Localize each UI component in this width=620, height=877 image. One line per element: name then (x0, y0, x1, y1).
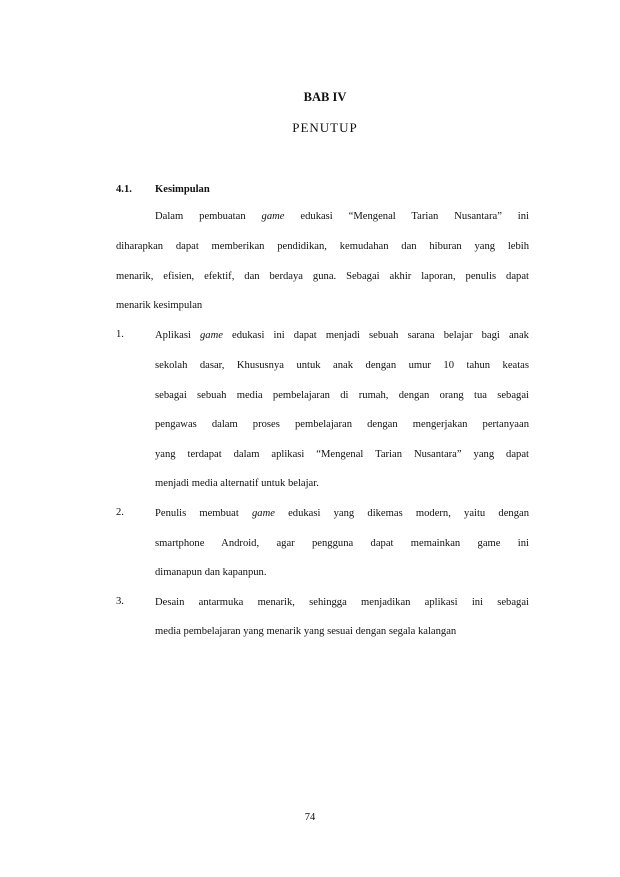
list-item-line: Aplikasi game edukasi ini dapat menjadi sebuah sarana belajar bagi anak (155, 330, 529, 341)
list-item-line: media pembelajaran yang menarik yang sesuai dengan segala kalangan (155, 626, 457, 637)
section-number: 4.1. (116, 184, 132, 195)
chapter-title: PENUTUP (292, 120, 358, 135)
page-number: 74 (304, 812, 316, 823)
section-title: Kesimpulan (155, 184, 210, 195)
emphasis-word: game (261, 211, 285, 222)
list-item-line: yang terdapat dalam aplikasi “Mengenal Tarian Nusantara” yang dapat (155, 449, 529, 460)
list-item-line: Desain antarmuka menarik, sehingga menjadikan aplikasi ini sebagai (155, 597, 529, 608)
intro-line: Dalam pembuatan game edukasi “Mengenal Tarian Nusantara” ini (155, 211, 529, 222)
emphasis-word: game (200, 330, 223, 341)
list-item-line: sebagai sebuah media pembelajaran di rumah, dengan orang tua sebagai (155, 390, 529, 401)
intro-line: menarik, efisien, efektif, dan berdaya guna. Sebagai akhir laporan, penulis dapat (116, 271, 529, 282)
list-item-line: menjadi media alternatif untuk belajar. (155, 478, 319, 489)
list-item-marker: 2. (116, 507, 124, 518)
intro-line: diharapkan dapat memberikan pendidikan, kemudahan dan hiburan yang lebih (116, 241, 529, 252)
list-item-marker: 3. (116, 596, 124, 607)
chapter-label: BAB IV (303, 90, 347, 104)
intro-line: menarik kesimpulan (116, 300, 203, 311)
list-item-marker: 1. (116, 329, 124, 340)
list-item-line: smartphone Android, agar pengguna dapat memainkan game ini (155, 538, 529, 549)
list-item-line: Penulis membuat game edukasi yang dikemas modern, yaitu dengan (155, 508, 529, 519)
list-item-line: dimanapun dan kapanpun. (155, 567, 267, 578)
list-item-line: sekolah dasar, Khususnya untuk anak dengan umur 10 tahun keatas (155, 360, 529, 371)
list-item-line: pengawas dalam proses pembelajaran dengan mengerjakan pertanyaan (155, 419, 529, 430)
emphasis-word: game (251, 508, 275, 519)
